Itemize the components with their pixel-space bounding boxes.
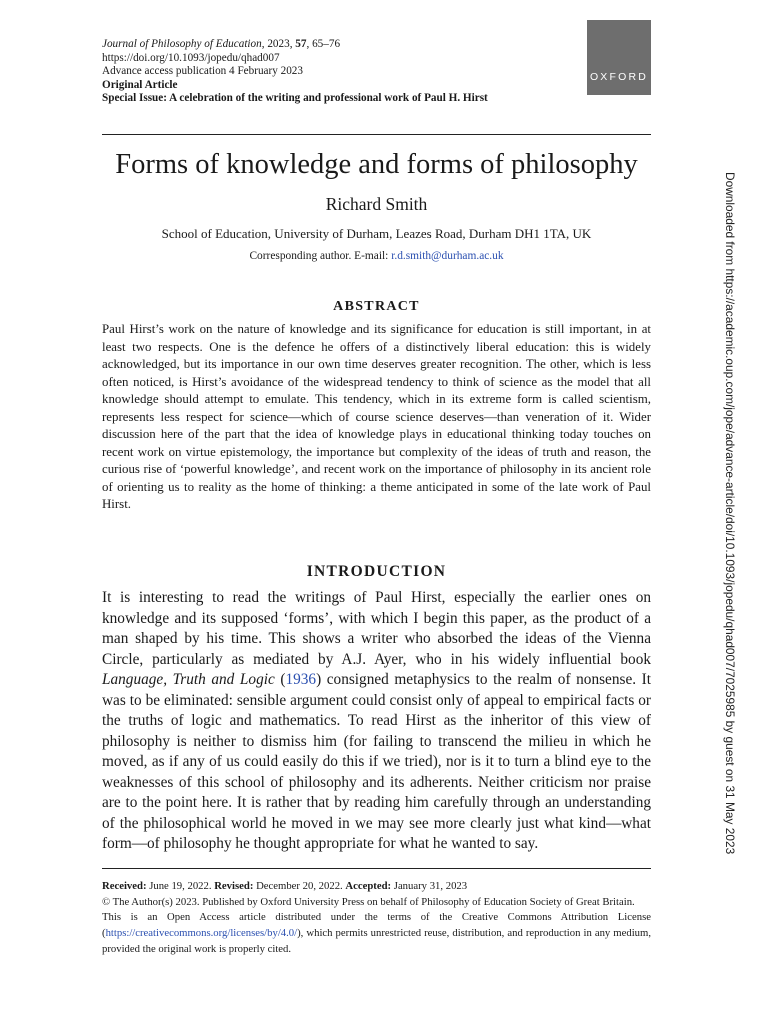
citation-link-1936[interactable]: 1936: [285, 671, 317, 688]
license-line: This is an Open Access article distributed under the terms of the Creative Commons Attribution License (https://creativecommons.org/licenses/by/4.0/), which permits unrestricted reuse, distribution, and reproduction in any medium, provided the original work is properly cited.: [102, 911, 651, 955]
journal-header: [102, 38, 562, 106]
dates-line: Received: June 19, 2022. Revised: December 20, 2022. Accepted: January 31, 2023: [102, 880, 468, 892]
introduction-heading: INTRODUCTION: [306, 563, 447, 580]
author-name: Richard Smith: [325, 194, 428, 214]
book-title: Language, Truth and Logic: [102, 671, 275, 688]
citation-line: Journal of Philosophy of Education, 2023, 57, 65–76: [102, 38, 341, 50]
advance-access-note: Advance access publication 4 February 2023: [102, 65, 303, 78]
page-range: , 65–76: [306, 38, 341, 50]
header-divider: [102, 134, 651, 135]
introduction-paragraph: It is interesting to read the writings of Paul Hirst, especially the earlier ones on knowledge and its supposed ‘forms’, with which I begin this paper, as the product of a man shaped by his time. This shows a writer who absorbed the ideas of the Vienna Circle, particularly as mediated by A.J. Ayer, who in his widely influential book Language, Truth and Logic (1936) consigned metaphysics to the realm of nonsense. It was to be eliminated: sensible argument could consist only of appeal to empirical facts or the truths of logic and mathematics. To read Hirst as the inheritor of this view of philosophy is neither to dismiss him (for failing to transcend the milieu in which he moved, as if any of us could easily do this if we tried), nor is it to turn a blind eye to the weaknesses of this school of philosophy and its adherents. Neither criticism nor praise are to the point here. It is rather that by reading him carefully through an understanding of the philosophical world he moved in we may see more clearly just what kind—what form—of philosophy he thought appropriate for what he wanted to say.: [102, 589, 651, 852]
abstract-heading: ABSTRACT: [333, 299, 420, 314]
doi-link[interactable]: https://doi.org/10.1093/jopedu/qhad007: [102, 51, 280, 64]
abstract-text: Paul Hirst’s work on the nature of knowledge and its significance for education is still important, in at least two respects. One is the defence he offers of a distinctively liberal education: this is widely acknowledged, but its importance in our own time deserves greater recognition. The other, which is less often noticed, is Hirst’s avoidance of the widespread tendency to think of science as the model that all knowledge should attempt to emulate. This tendency, which in its extreme form is called scientism, represents less respect for science—which of course science deserves—than veneration of it. Wider discussion here of the part that the idea of knowledge plays in educational thinking today touches on recent work on virtue epistemology, the importance but complexity of the ideas of truth and reason, the curious rise of ‘powerful knowledge’, and recent work on the importance of philosophy in its ancient role of orienting us to reality as the home of thinking: a theme anticipated in some of the late work of Paul Hirst.: [102, 322, 651, 511]
footer-divider: [102, 868, 651, 869]
copyright-line: © The Author(s) 2023. Published by Oxford University Press on behalf of Philosophy of Education Society of Great Britain.: [102, 895, 635, 908]
article-type: Original Article: [102, 78, 178, 91]
oxford-logo[interactable]: OXFORD: [587, 20, 651, 95]
corresponding-author: Corresponding author. E-mail: r.d.smith@durham.ac.uk: [249, 250, 504, 262]
author-affiliation: School of Education, University of Durham, Leazes Road, Durham DH1 1TA, UK: [161, 226, 592, 241]
article-footer: [102, 879, 651, 958]
license-link[interactable]: https://creativecommons.org/licenses/by/4.0/: [105, 927, 298, 940]
volume-number: 57: [295, 38, 307, 50]
journal-name: Journal of Philosophy of Education: [102, 38, 262, 50]
email-link[interactable]: r.d.smith@durham.ac.uk: [391, 250, 504, 262]
special-issue-line: Special Issue: A celebration of the writing and professional work of Paul H. Hirst: [102, 92, 488, 105]
article-title: Forms of knowledge and forms of philosophy: [115, 149, 638, 180]
download-notice: Downloaded from https://academic.oup.com/jope/advance-article/doi/10.1093/jopedu/qhad007/7025985 by guest on 31 May 2023: [723, 172, 737, 855]
